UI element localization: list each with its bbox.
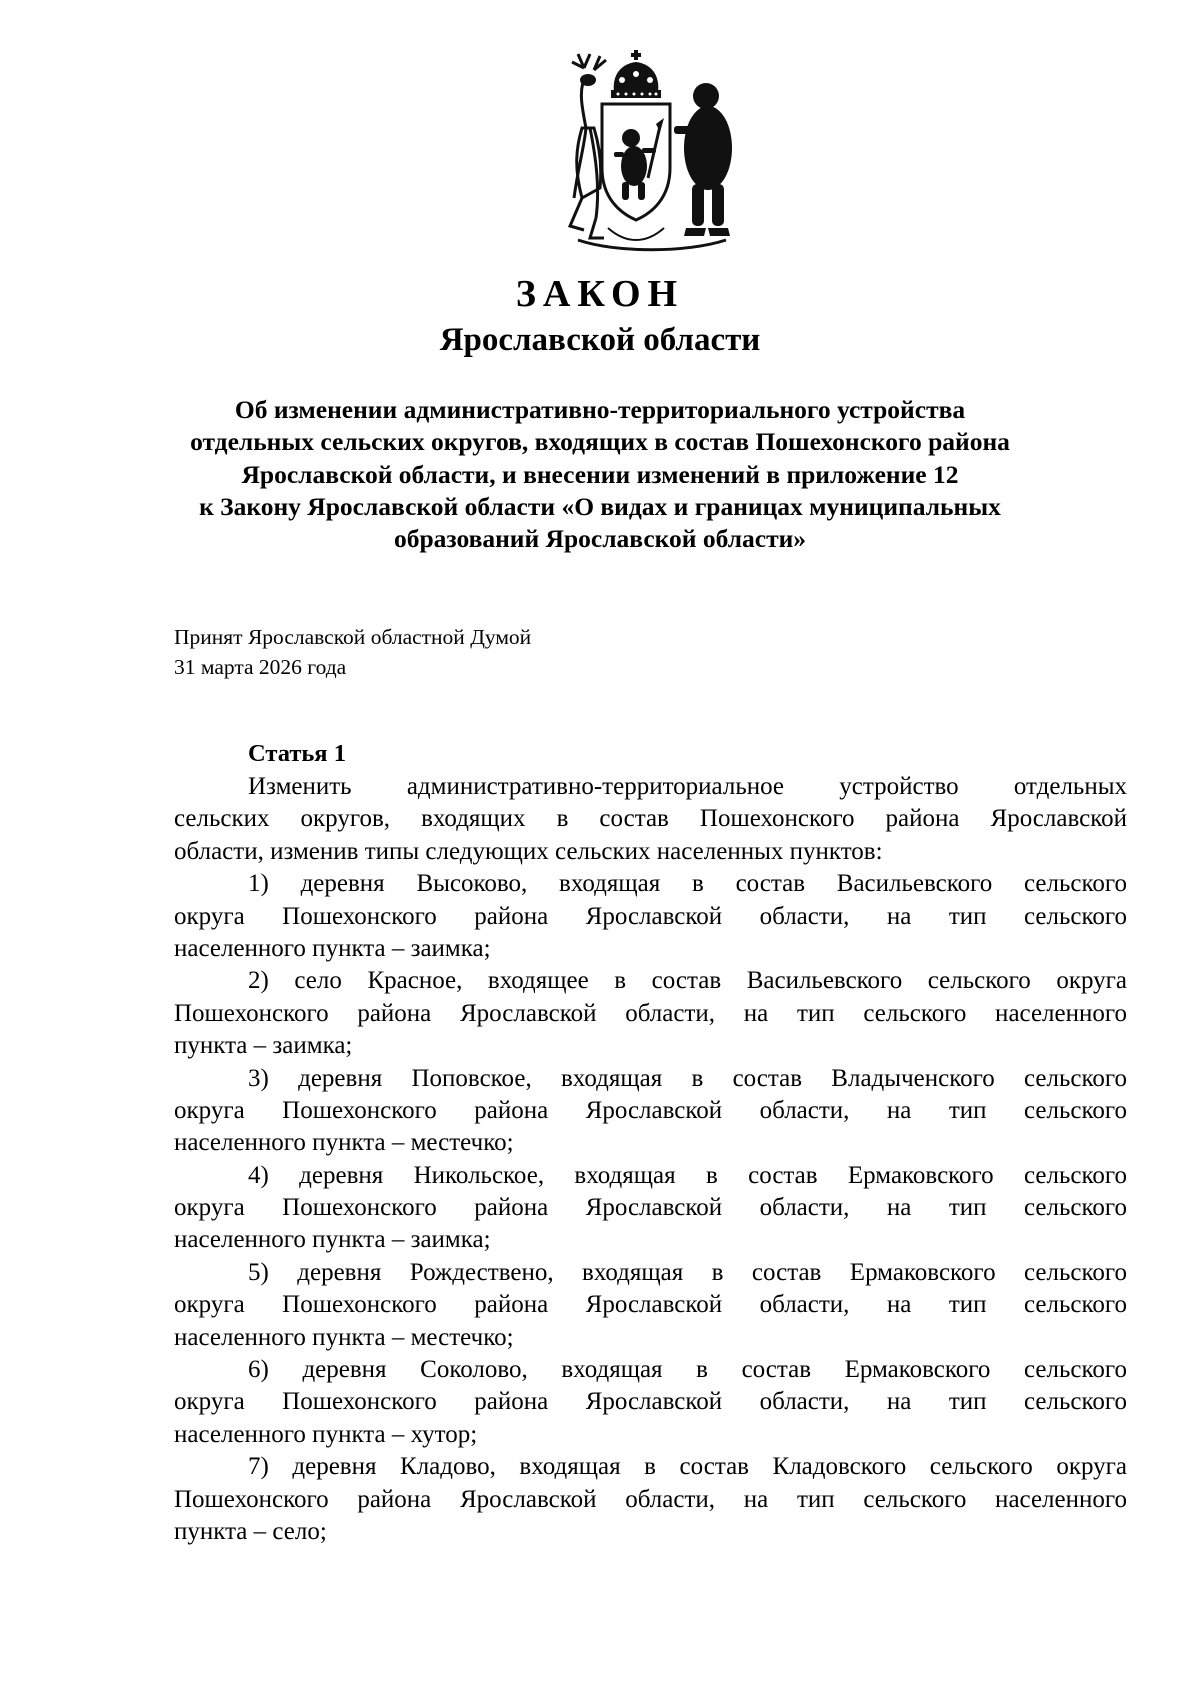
list-item-line: 3) деревня Поповское, входящая в состав Владыченского сельского [248,1064,1127,1092]
region-heading: Ярославской области [439,322,761,358]
adoption-body: Принят Ярославской областной Думой [174,625,532,649]
list-item-line: округа Пошехонского района Ярославской области, на тип сельского [174,1194,1127,1222]
list-item-line: 4) деревня Никольское, входящая в состав Ермаковского сельского [248,1161,1127,1189]
law-title-line: отдельных сельских округов, входящих в состав Пошехонского района [190,427,1010,457]
article-body [174,771,1127,1548]
list-item-line: 1) деревня Высоково, входящая в состав Васильевского сельского [248,870,1127,898]
law-title-line: к Закону Ярославской области «О видах и границах муниципальных [199,491,1001,521]
list-item-line: округа Пошехонского района Ярославской области, на тип сельского [174,1388,1127,1416]
article-heading: Статья 1 [248,740,346,767]
list-item-line: 6) деревня Соколово, входящая в состав Ермаковского сельского [248,1356,1127,1384]
article-intro-line: области, изменив типы следующих сельских населенных пунктов: [174,837,883,865]
document-type-heading: ЗАКОН [515,273,685,315]
list-item-line: 2) село Красное, входящее в состав Васильевского сельского округа [248,967,1127,995]
list-item-line: округа Пошехонского района Ярославской области, на тип сельского [174,1096,1127,1124]
list-item-line: округа Пошехонского района Ярославской области, на тип сельского [174,902,1127,930]
list-item-line: пункта – село; [174,1517,327,1545]
list-item-line: населенного пункта – местечко; [174,1323,514,1351]
article-intro-line: сельских округов, входящих в состав Пошехонского района Ярославской [174,805,1127,833]
law-title-line: Об изменении административно-территориального устройства [234,395,966,424]
adoption-info [174,622,531,682]
law-title [150,394,1050,555]
list-item-line: населенного пункта – хутор; [174,1420,478,1448]
list-item-line: Пошехонского района Ярославской области, на тип сельского населенного [174,1485,1127,1513]
yaroslavl-coat-of-arms-icon [556,48,746,253]
list-item-line: населенного пункта – заимка; [174,1226,491,1254]
list-item-line: пункта – заимка; [174,1032,353,1060]
list-item-line: населенного пункта – местечко; [174,1129,514,1157]
list-item-line: округа Пошехонского района Ярославской области, на тип сельского [174,1291,1127,1319]
adoption-date: 31 марта 2026 года [174,655,347,679]
list-item-line: населенного пункта – заимка; [174,934,491,962]
law-title-line: образований Ярославской области» [393,524,807,554]
list-item-line: 5) деревня Рождествено, входящая в состав Ермаковского сельского [248,1258,1127,1286]
law-title-line: Ярославской области, и внесении изменений в приложение 12 [241,459,959,489]
list-item-line: 7) деревня Кладово, входящая в состав Кладовского сельского округа [248,1453,1127,1481]
list-item-line: Пошехонского района Ярославской области, на тип сельского населенного [174,999,1127,1027]
article-intro-line: Изменить административно-территориальное устройство отдельных [248,773,1127,800]
